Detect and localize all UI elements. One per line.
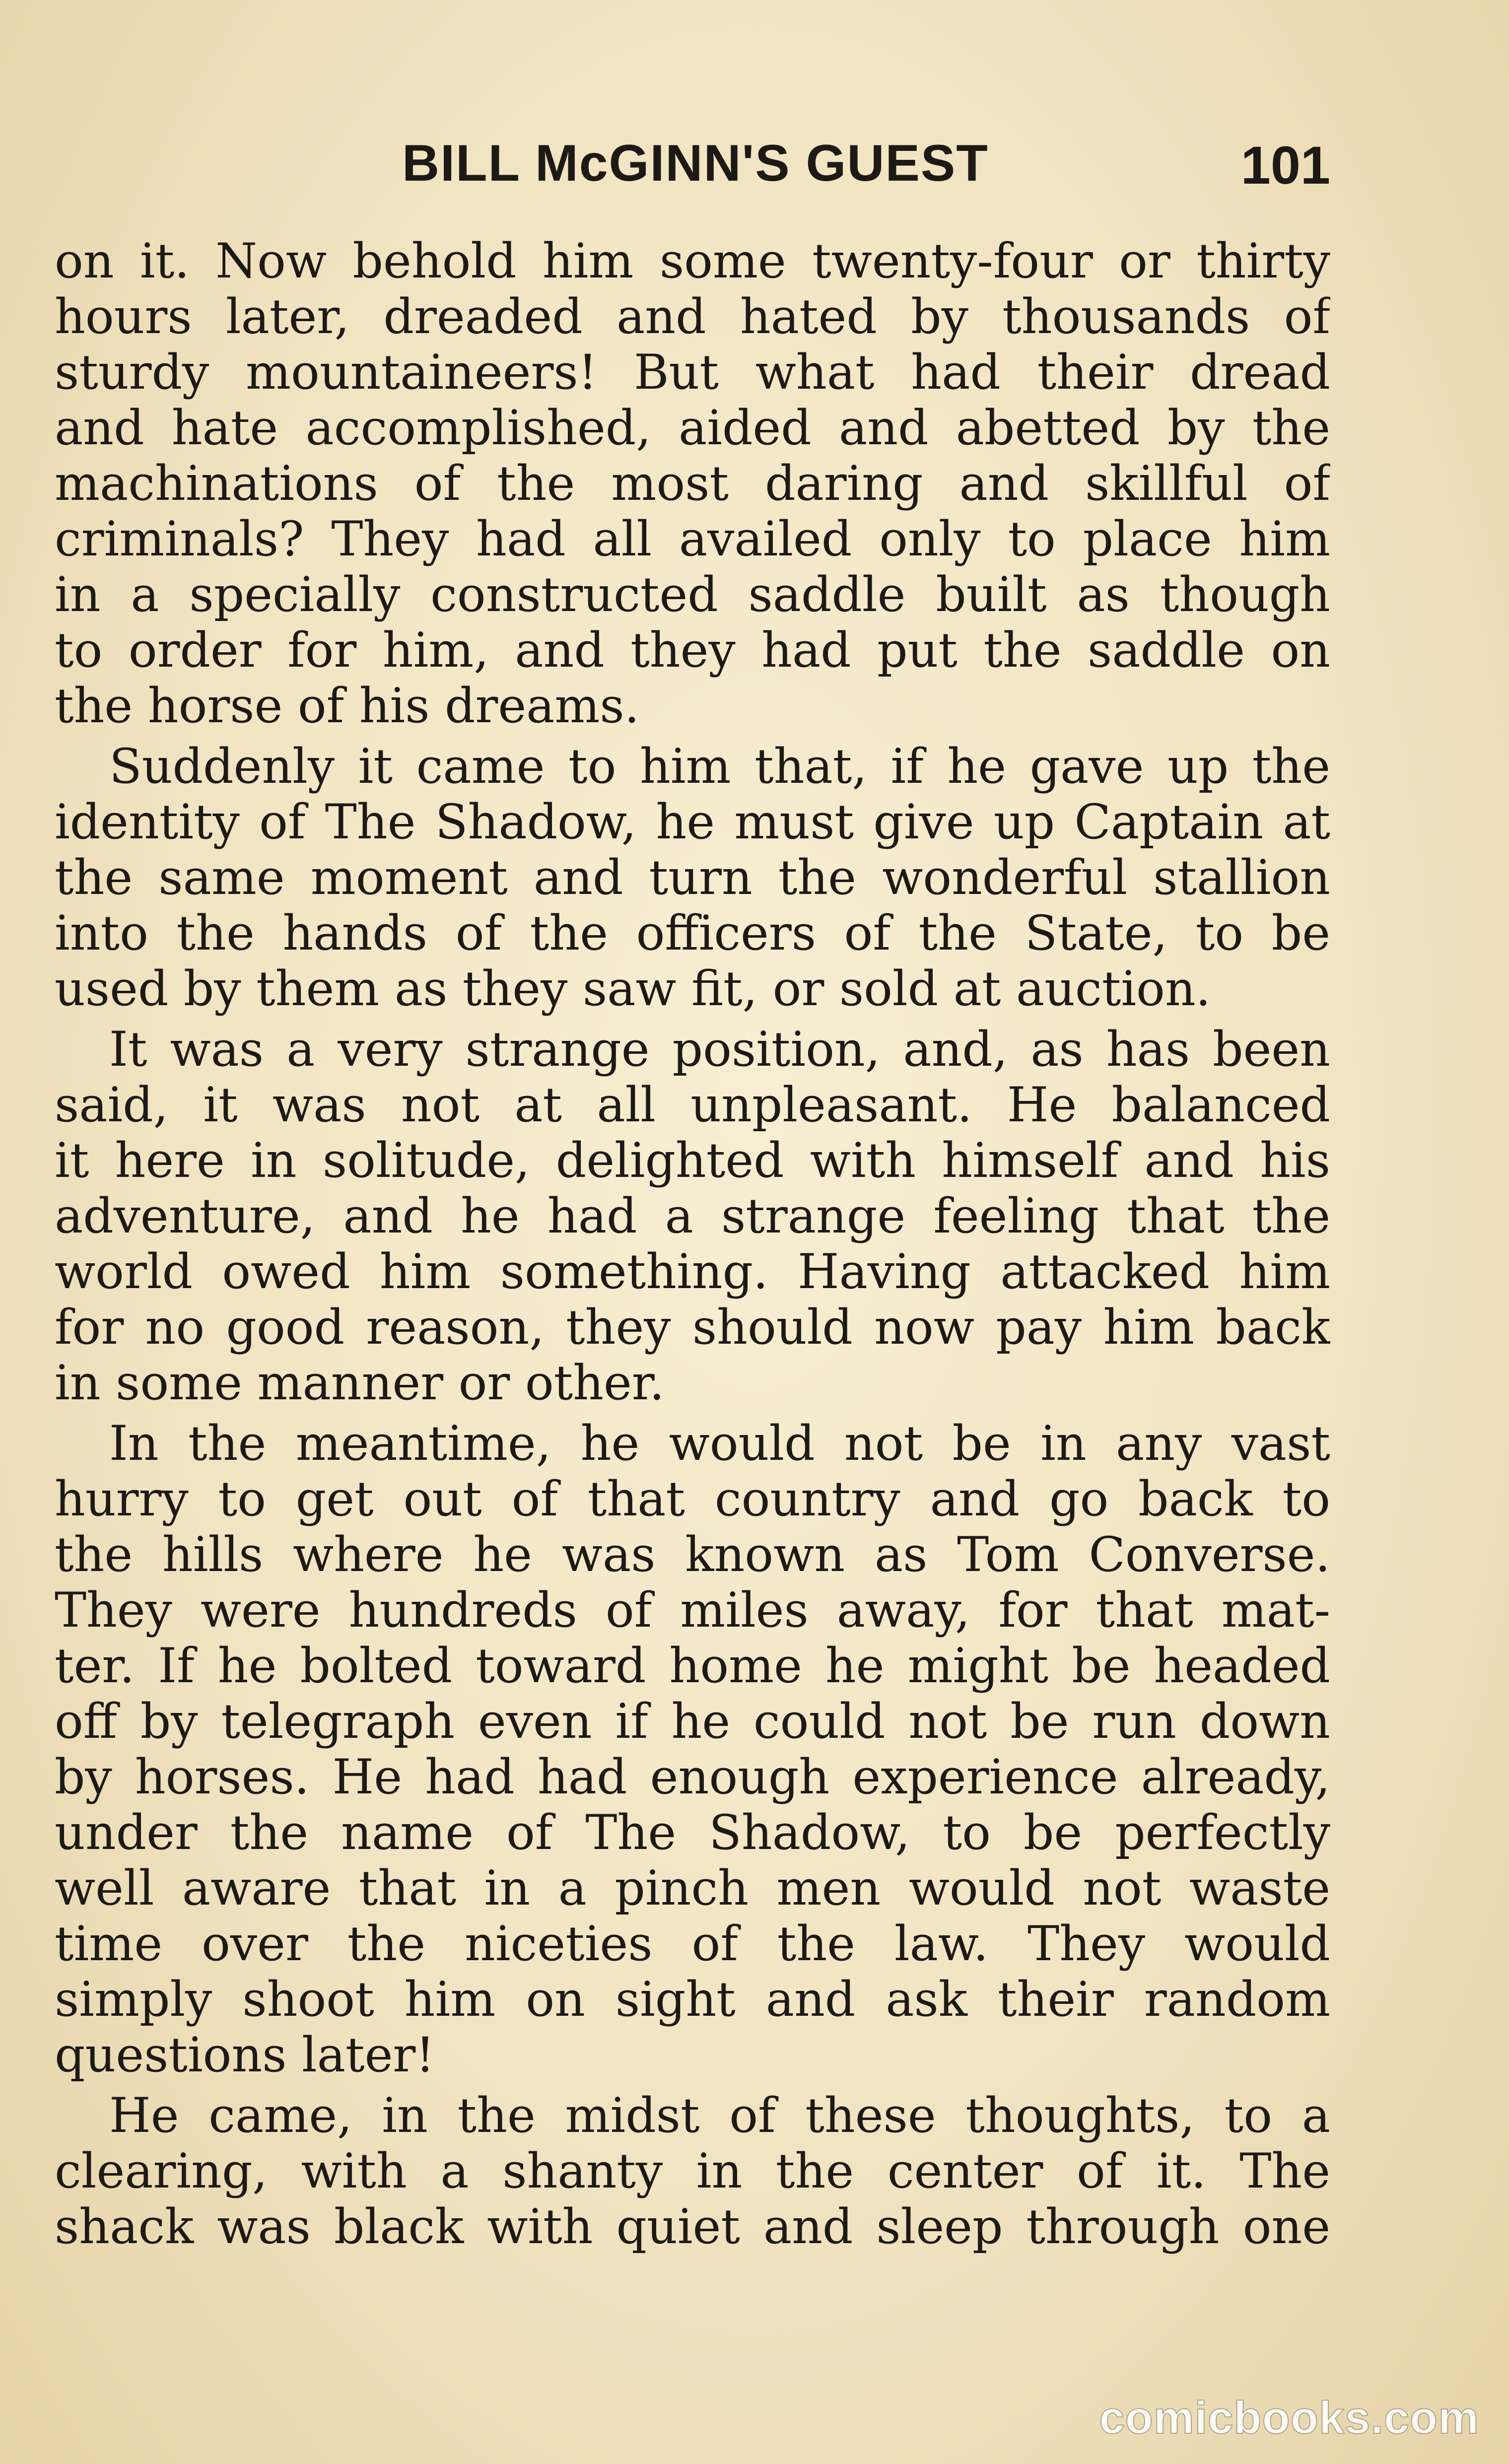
page-number: 101 xyxy=(1240,135,1330,195)
text-line: into the hands of the officers of the State, to be xyxy=(55,905,1330,961)
text-line: said, it was not at all unpleasant. He balanced xyxy=(55,1077,1330,1133)
text-line: used by them as they saw fit, or sold at auction. xyxy=(55,961,1211,1017)
text-line: the hills where he was known as Tom Converse. xyxy=(55,1527,1330,1582)
body-text xyxy=(55,233,1330,2255)
text-line: questions later! xyxy=(55,2027,435,2083)
text-line: time over the niceties of the law. They would xyxy=(55,1916,1330,1972)
text-line: hurry to get out of that country and go back to xyxy=(55,1471,1330,1527)
text-line: In the meantime, he would not be in any vast xyxy=(109,1416,1330,1471)
text-line: shack was black with quiet and sleep through one xyxy=(55,2199,1330,2255)
text-line: adventure, and he had a strange feeling that the xyxy=(55,1188,1330,1244)
text-line: by horses. He had had enough experience already, xyxy=(55,1749,1330,1805)
paragraph xyxy=(55,1022,1330,1411)
text-line: sturdy mountaineers! But what had their dread xyxy=(55,344,1330,400)
text-line: under the name of The Shadow, to be perfectly xyxy=(55,1805,1330,1860)
paragraph xyxy=(55,233,1330,734)
paragraph xyxy=(55,1416,1330,2083)
text-line: and hate accomplished, aided and abetted by the xyxy=(55,400,1330,456)
text-line: in some manner or other. xyxy=(55,1355,665,1411)
text-line: machinations of the most daring and skillful of xyxy=(55,456,1330,511)
text-line: criminals? They had all availed only to place him xyxy=(55,511,1330,567)
text-line: it here in solitude, delighted with himself and his xyxy=(55,1133,1330,1188)
text-line: clearing, with a shanty in the center of it. The xyxy=(55,2143,1330,2199)
text-line: ter. If he bolted toward home he might be headed xyxy=(55,1638,1330,1694)
text-line: off by telegraph even if he could not be run down xyxy=(55,1694,1330,1749)
paragraph xyxy=(55,739,1330,1017)
text-line: well aware that in a pinch men would not waste xyxy=(55,1860,1330,1916)
text-line: Suddenly it came to him that, if he gave up the xyxy=(109,739,1330,794)
text-line: the same moment and turn the wonderful stallion xyxy=(55,850,1330,905)
text-line: He came, in the midst of these thoughts, to a xyxy=(109,2088,1330,2143)
text-line: hours later, dreaded and hated by thousands of xyxy=(55,289,1330,344)
text-line: for no good reason, they should now pay him back xyxy=(55,1300,1330,1355)
text-line: world owed him something. Having attacked him xyxy=(55,1244,1330,1300)
watermark: comicbooks.com xyxy=(1099,2393,1479,2443)
text-line: the horse of his dreams. xyxy=(55,678,640,734)
text-line: in a specially constructed saddle built as though xyxy=(55,567,1330,622)
text-line: It was a very strange position, and, as has been xyxy=(109,1022,1330,1077)
text-line: simply shoot him on sight and ask their random xyxy=(55,1972,1330,2027)
paragraph xyxy=(55,2088,1330,2255)
running-head: BILL McGINN'S GUEST xyxy=(402,135,989,192)
page-header xyxy=(402,134,1330,204)
text-line: to order for him, and they had put the saddle on xyxy=(55,622,1330,678)
text-line: on it. Now behold him some twenty-four or thirty xyxy=(55,233,1330,289)
text-line: identity of The Shadow, he must give up Captain at xyxy=(55,794,1330,850)
text-line: They were hundreds of miles away, for that mat- xyxy=(55,1582,1330,1638)
